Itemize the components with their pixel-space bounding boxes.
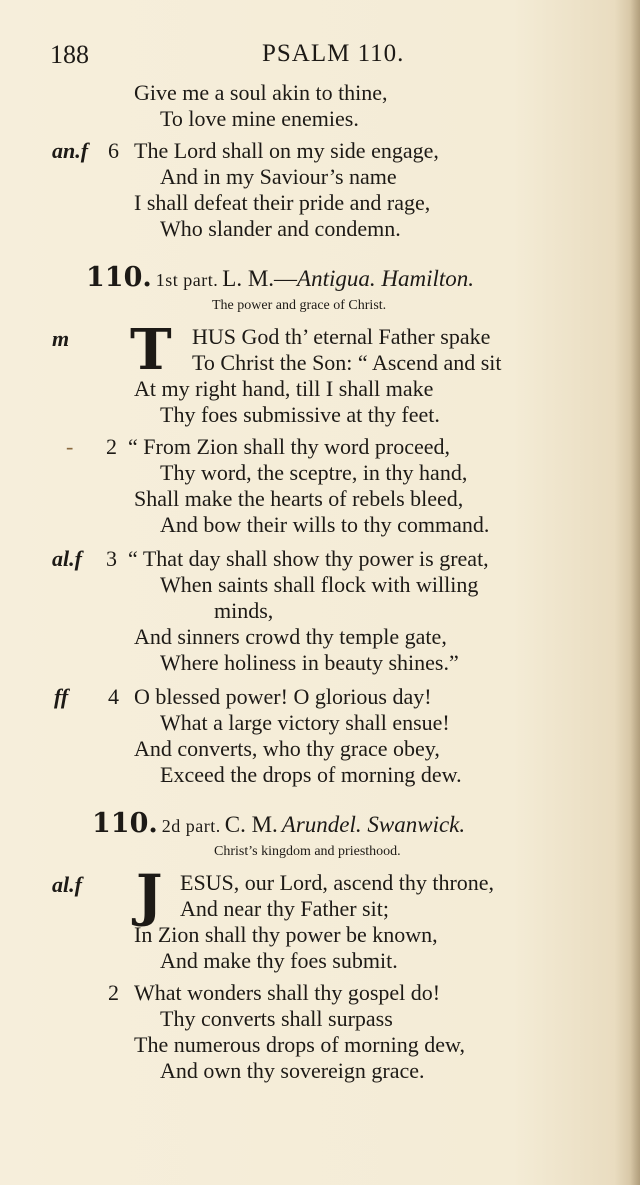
verse-line: When saints shall flock with willing bbox=[160, 572, 479, 597]
verse-line: And own thy sovereign grace. bbox=[160, 1058, 425, 1083]
verse-line: Give me a soul akin to thine, bbox=[134, 80, 388, 105]
verse-line: To Christ the Son: “ Ascend and sit bbox=[192, 350, 502, 375]
running-head: PSALM 110. bbox=[262, 40, 405, 67]
drop-cap: T bbox=[130, 317, 172, 383]
verse-line: O blessed power! O glorious day! bbox=[134, 684, 432, 709]
verse-line: HUS God th’ eternal Father spake bbox=[192, 324, 491, 349]
verse-line: “ From Zion shall thy word proceed, bbox=[128, 434, 450, 459]
verse-line: In Zion shall thy power be known, bbox=[134, 922, 438, 947]
dynamic-mark: m bbox=[52, 326, 70, 351]
verse-line: And near thy Father sit; bbox=[180, 896, 389, 921]
dynamic-mark: al.f bbox=[52, 872, 82, 897]
verse-line: What wonders shall thy gospel do! bbox=[134, 980, 441, 1005]
hymn-part: 1st part. bbox=[155, 270, 219, 290]
page-number: 188 bbox=[50, 40, 89, 69]
verse-line: Thy converts shall surpass bbox=[160, 1006, 393, 1031]
hymn-part: 2d part. bbox=[161, 816, 221, 836]
page-edge-shadow bbox=[630, 0, 640, 1185]
stanza-number: 6 bbox=[108, 138, 119, 163]
verse-line: I shall defeat their pride and rage, bbox=[134, 190, 431, 215]
verse-line: At my right hand, till I shall make bbox=[134, 376, 434, 401]
hymn-tunes: Arundel. Swanwick. bbox=[281, 812, 466, 837]
verse-line: And make thy foes submit. bbox=[160, 948, 398, 973]
verse-line: Shall make the hearts of rebels bleed, bbox=[134, 486, 464, 511]
verse-line: And bow their wills to thy command. bbox=[160, 512, 490, 537]
verse-line: What a large victory shall ensue! bbox=[160, 710, 450, 735]
dynamic-mark: - bbox=[66, 434, 74, 459]
dynamic-mark: ff bbox=[54, 684, 69, 709]
verse-line: And converts, who thy grace obey, bbox=[134, 736, 440, 761]
stanza-number: 2 bbox=[108, 980, 119, 1005]
page-header bbox=[0, 40, 640, 74]
verse-line: And in my Saviour’s name bbox=[160, 164, 397, 189]
verse-line: Where holiness in beauty shines.” bbox=[160, 650, 459, 675]
verse-line: Exceed the drops of morning dew. bbox=[160, 762, 462, 787]
verse-line: “ That day shall show thy power is great, bbox=[128, 546, 489, 571]
drop-cap: J bbox=[136, 863, 163, 929]
stanza-number: 2 bbox=[106, 434, 117, 459]
verse-line: Thy foes submissive at thy feet. bbox=[160, 402, 440, 427]
verse-line: The numerous drops of morning dew, bbox=[134, 1032, 465, 1057]
verse-line: minds, bbox=[214, 598, 274, 623]
hymn-heading bbox=[86, 264, 474, 296]
hymn-meter: C. M. bbox=[224, 812, 278, 837]
hymn-number: 110. bbox=[92, 808, 158, 839]
stanza-number: 3 bbox=[106, 546, 117, 571]
verse-line: ESUS, our Lord, ascend thy throne, bbox=[180, 870, 495, 895]
stanza-number: 4 bbox=[108, 684, 119, 709]
hymn-heading bbox=[92, 810, 465, 842]
dynamic-mark: an.f bbox=[52, 138, 89, 163]
hymn-subtitle: The power and grace of Christ. bbox=[212, 298, 387, 313]
hymn-meter: L. M.— bbox=[222, 266, 298, 291]
hymn-subtitle: Christ’s kingdom and priesthood. bbox=[214, 844, 401, 859]
hymn-number: 110. bbox=[86, 262, 152, 293]
dynamic-mark: al.f bbox=[52, 546, 82, 571]
verse-line: The Lord shall on my side engage, bbox=[134, 138, 439, 163]
verse-line: And sinners crowd thy temple gate, bbox=[134, 624, 447, 649]
verse-line: Who slander and condemn. bbox=[160, 216, 401, 241]
verse-line: To love mine enemies. bbox=[160, 106, 359, 131]
hymn-tunes: Antigua. Hamilton. bbox=[297, 266, 474, 291]
verse-line: Thy word, the sceptre, in thy hand, bbox=[160, 460, 468, 485]
